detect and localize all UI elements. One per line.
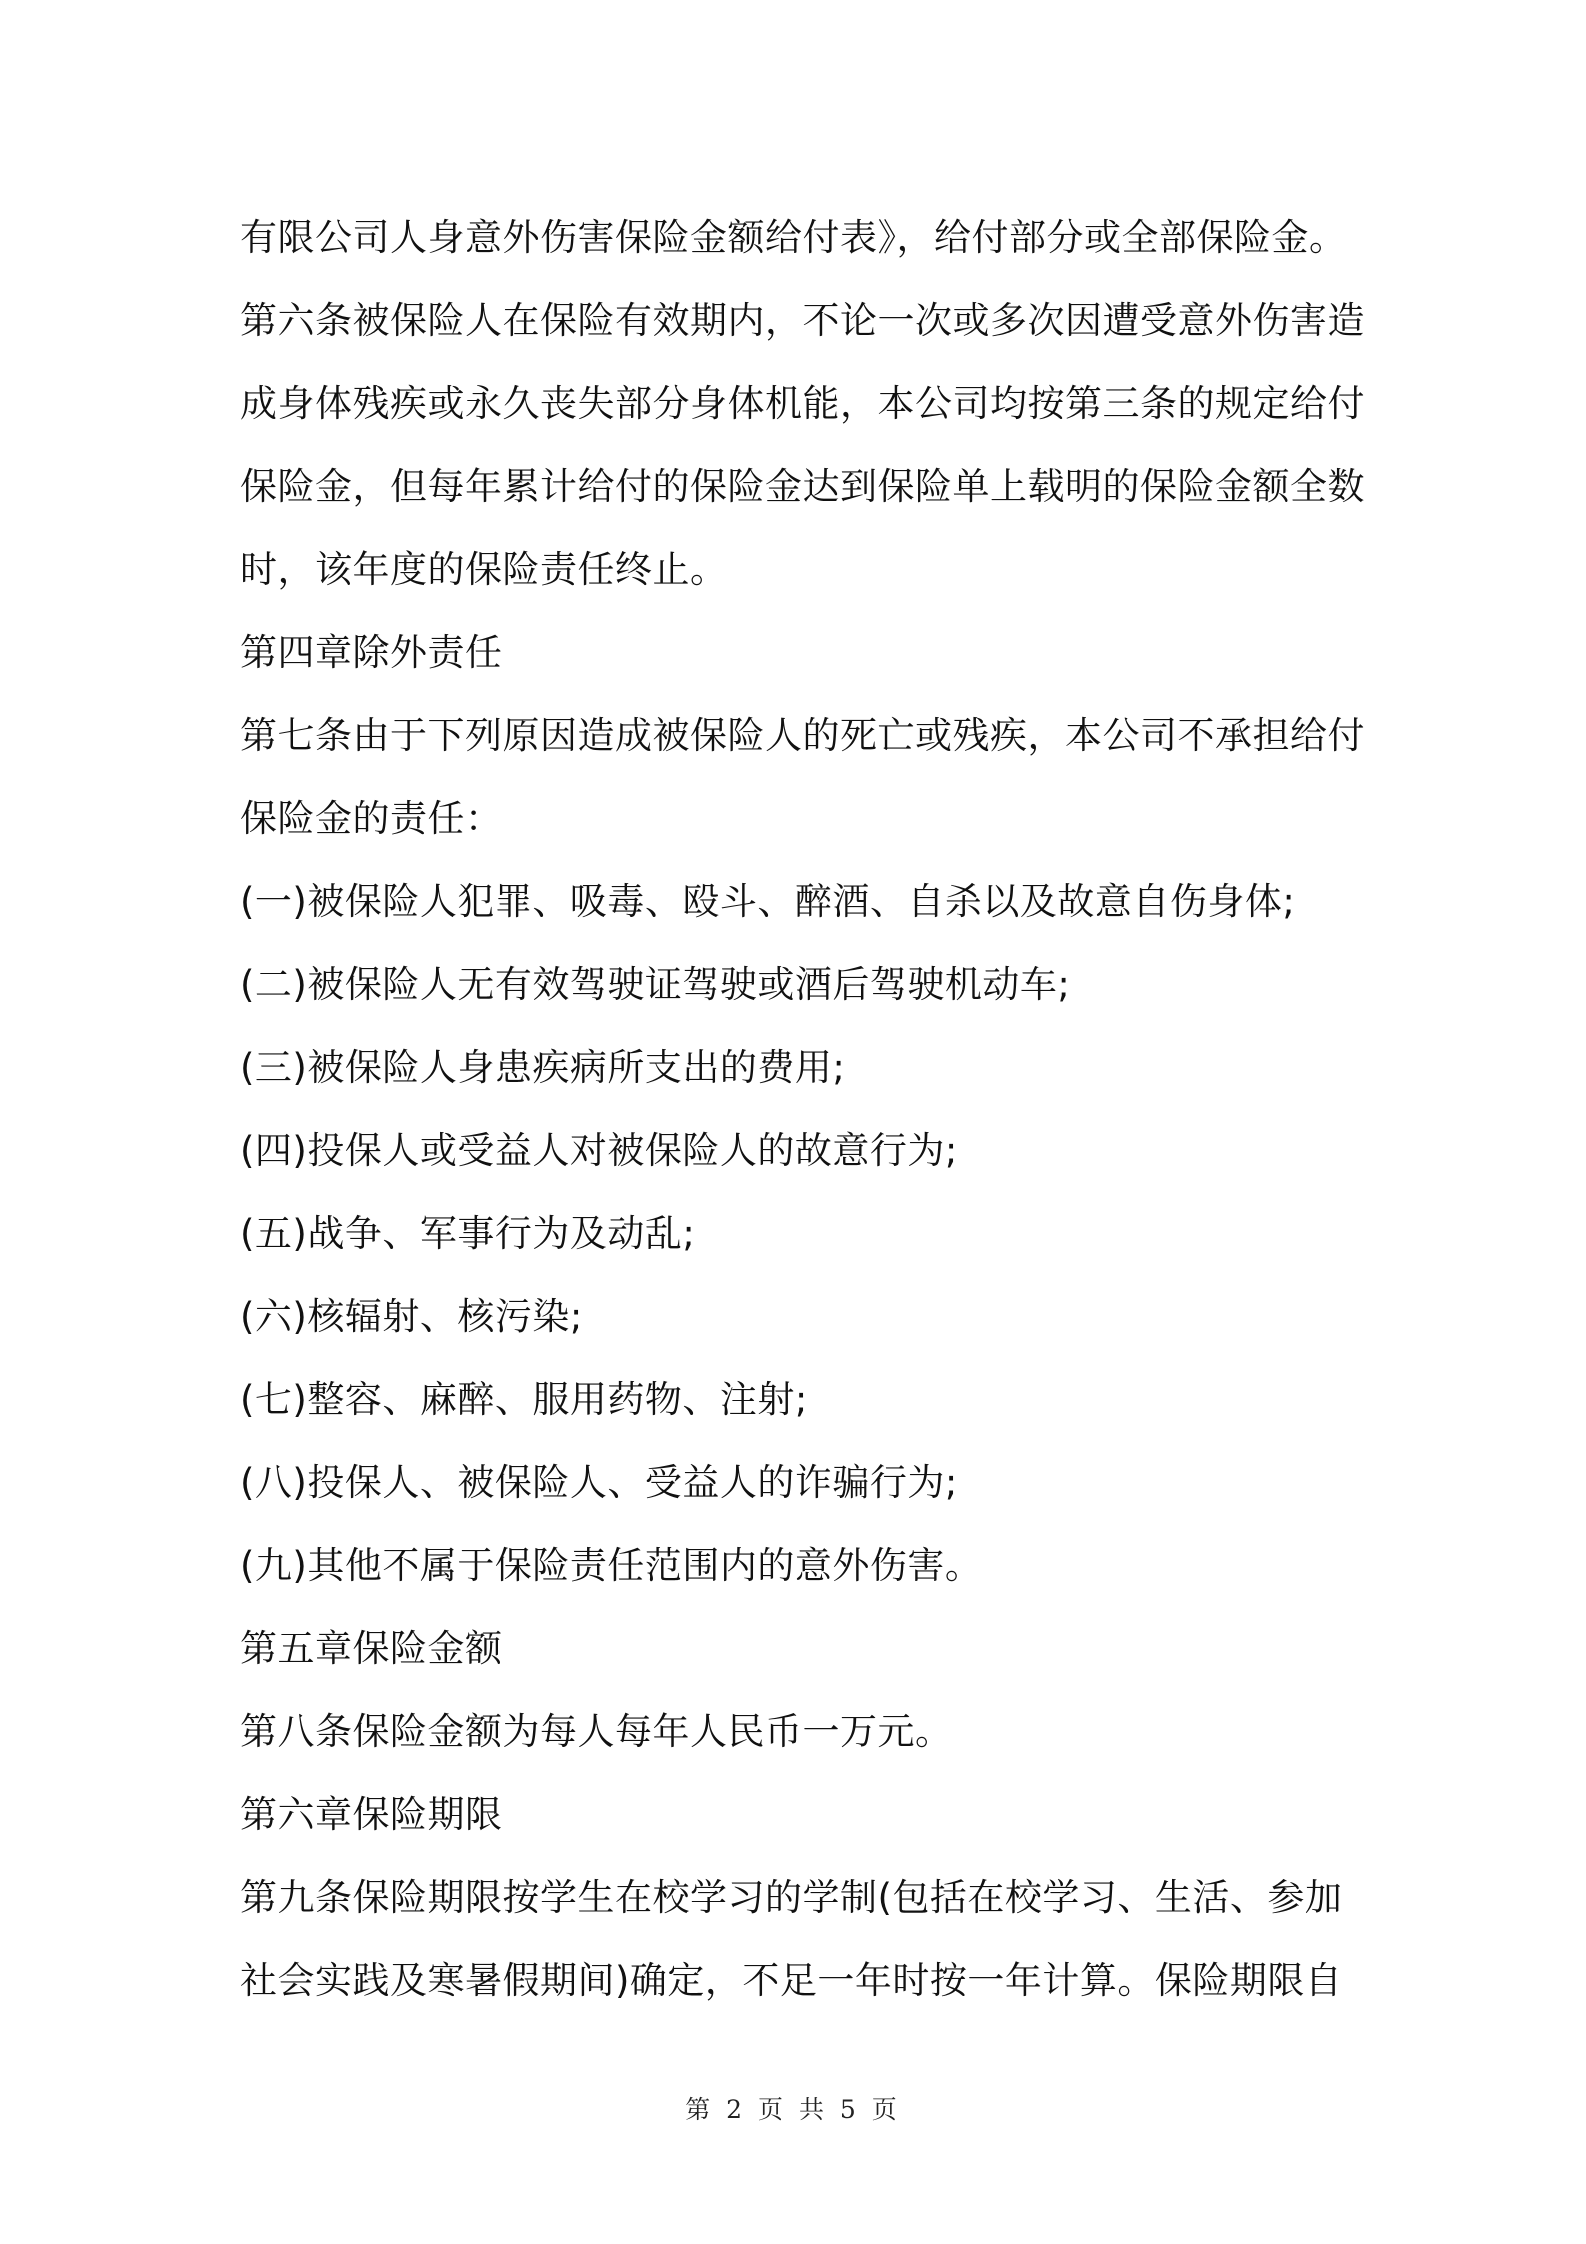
- exclusion-item-1: (一)被保险人犯罪、吸毒、殴斗、醉酒、自杀以及故意自伤身体;: [240, 880, 1296, 923]
- article-8-line-1: 第八条保险金额为每人每年人民币一万元。: [240, 1710, 953, 1753]
- article-7-line-2: 保险金的责任：: [240, 797, 503, 840]
- chapter-6-heading: 第六章保险期限: [240, 1793, 503, 1836]
- text-line: 有限公司人身意外伤害保险金额给付表》，给付部分或全部保险金。: [240, 216, 1347, 259]
- article-6-line-4: 时，该年度的保险责任终止。: [240, 548, 728, 591]
- article-6-line-2: 成身体残疾或永久丧失部分身体机能，本公司均按第三条的规定给付: [240, 382, 1365, 425]
- article-9-line-2: 社会实践及寒暑假期间)确定，不足一年时按一年计算。保险期限自: [240, 1959, 1343, 2002]
- exclusion-item-5: (五)战争、军事行为及动乱;: [240, 1212, 696, 1255]
- article-6-line-3: 保险金，但每年累计给付的保险金达到保险单上载明的保险金额全数: [240, 465, 1365, 508]
- exclusion-item-9: (九)其他不属于保险责任范围内的意外伤害。: [240, 1544, 983, 1587]
- article-9-line-1: 第九条保险期限按学生在校学习的学制(包括在校学习、生活、参加: [240, 1876, 1343, 1919]
- article-6-line-1: 第六条被保险人在保险有效期内，不论一次或多次因遭受意外伤害造: [240, 299, 1365, 342]
- chapter-5-heading: 第五章保险金额: [240, 1627, 503, 1670]
- document-body: [240, 196, 1370, 2022]
- exclusion-item-7: (七)整容、麻醉、服用药物、注射;: [240, 1378, 808, 1421]
- page-number-footer: 第 2 页 共 5 页: [685, 2095, 901, 2124]
- exclusion-item-2: (二)被保险人无有效驾驶证驾驶或酒后驾驶机动车;: [240, 963, 1071, 1006]
- chapter-4-heading: 第四章除外责任: [240, 631, 503, 674]
- exclusion-item-6: (六)核辐射、核污染;: [240, 1295, 583, 1338]
- exclusion-item-8: (八)投保人、被保险人、受益人的诈骗行为;: [240, 1461, 958, 1504]
- exclusion-item-3: (三)被保险人身患疾病所支出的费用;: [240, 1046, 846, 1089]
- article-7-line-1: 第七条由于下列原因造成被保险人的死亡或残疾，本公司不承担给付: [240, 714, 1365, 757]
- exclusion-item-4: (四)投保人或受益人对被保险人的故意行为;: [240, 1129, 958, 1172]
